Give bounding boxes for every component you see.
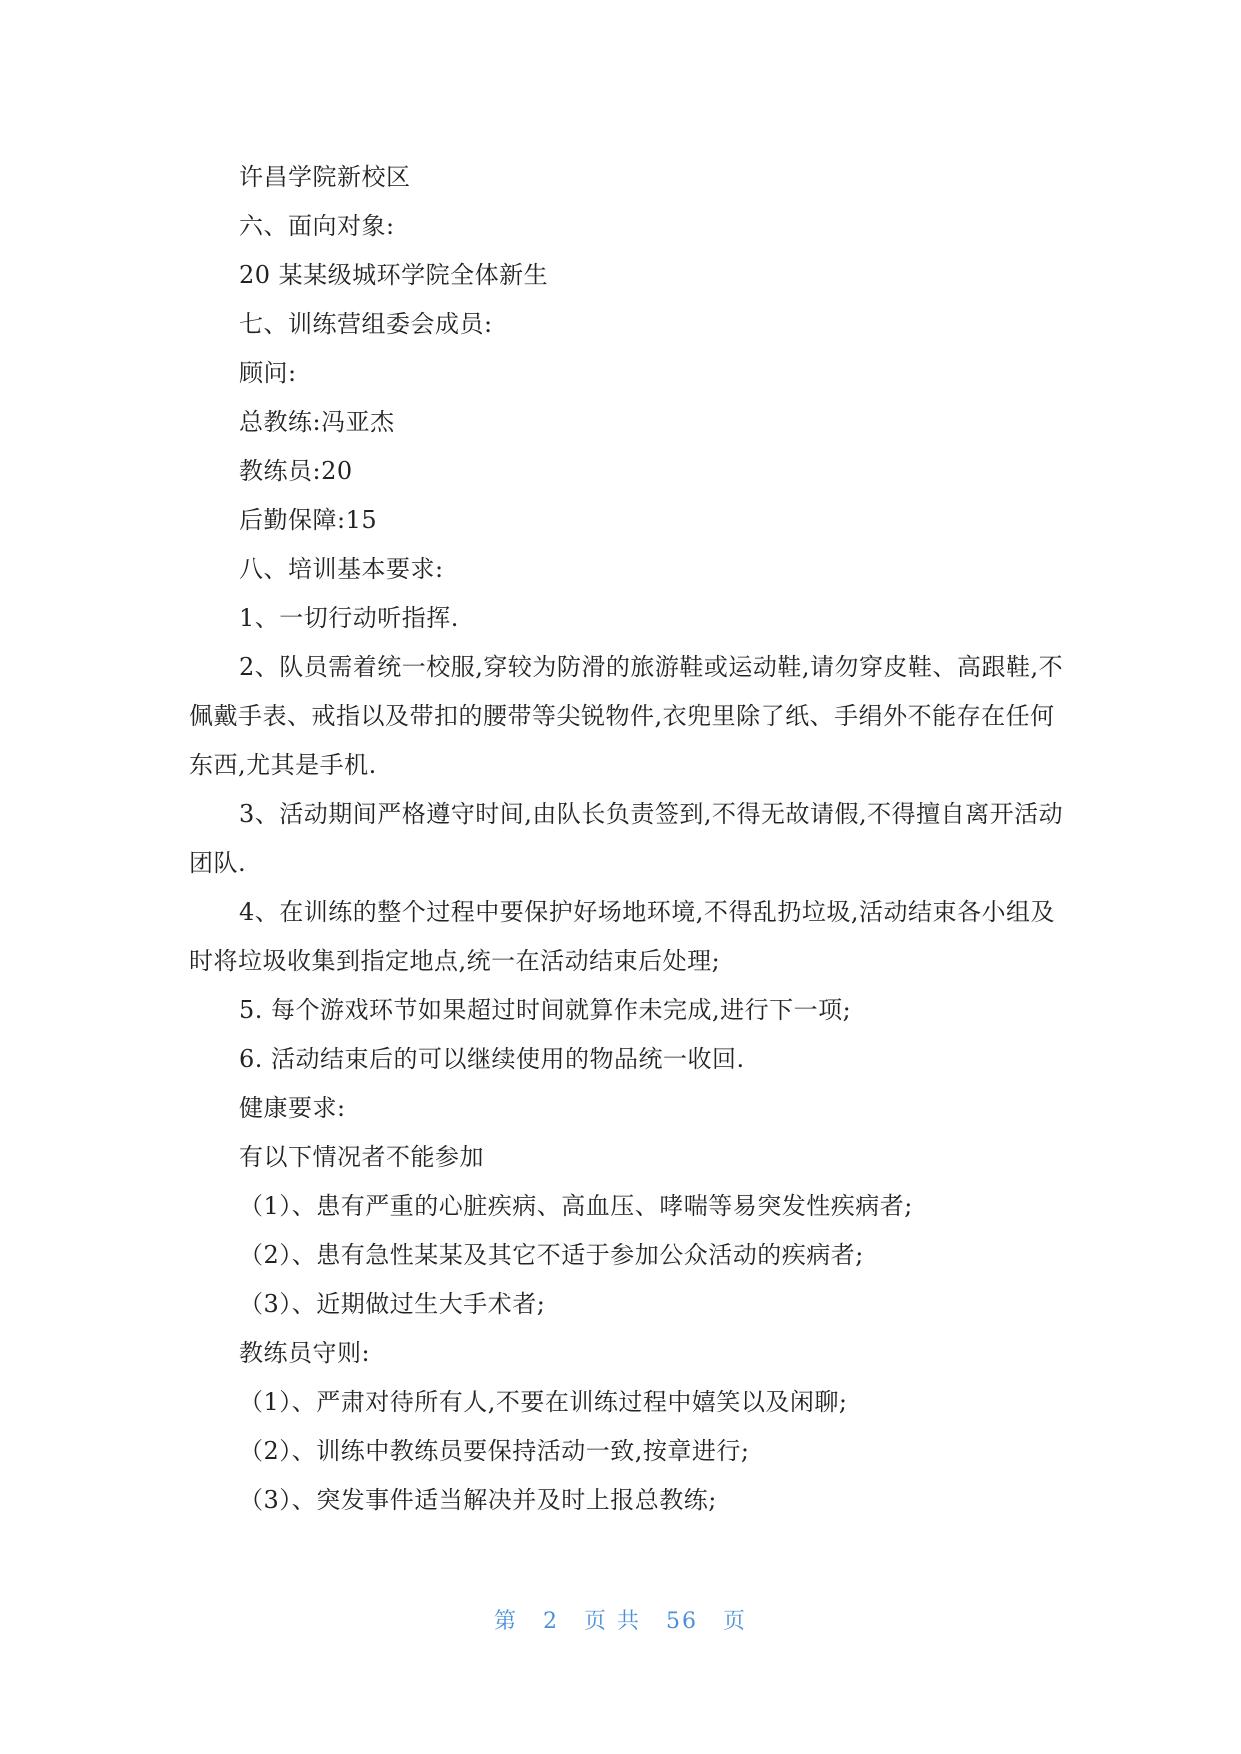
requirement-1: 1、一切行动听指挥.	[239, 604, 459, 632]
footer-suffix: 页	[723, 1609, 748, 1634]
document-body	[189, 153, 1069, 1525]
line-head-coach: 总教练:冯亚杰	[239, 408, 395, 436]
coach-rule-2: （2）、训练中教练员要保持活动一致,按章进行;	[239, 1437, 750, 1465]
requirement-4: 4、在训练的整个过程中要保护好场地环境,不得乱扔垃圾,活动结束各小组及时将垃圾收集到指定地点,统一在活动结束后处理;	[189, 898, 1056, 975]
coach-rule-1: （1）、严肃对待所有人,不要在训练过程中嬉笑以及闲聊;	[239, 1388, 848, 1416]
requirement-3: 3、活动期间严格遵守时间,由队长负责签到,不得无故请假,不得擅自离开活动团队.	[189, 800, 1064, 877]
requirement-6: 6. 活动结束后的可以继续使用的物品统一收回.	[239, 1045, 745, 1073]
health-item-3: （3）、近期做过生大手术者;	[239, 1290, 546, 1318]
heading-target-audience: 六、面向对象:	[239, 212, 395, 240]
line-audience: 20 某某级城环学院全体新生	[239, 261, 549, 289]
requirement-5: 5. 每个游戏环节如果超过时间就算作未完成,进行下一项;	[239, 996, 852, 1024]
heading-training-requirements: 八、培训基本要求:	[239, 555, 444, 583]
health-item-1: （1）、患有严重的心脏疾病、高血压、哮喘等易突发性疾病者;	[239, 1192, 913, 1220]
footer-middle: 页 共	[584, 1609, 641, 1634]
heading-coach-rules: 教练员守则:	[239, 1339, 371, 1367]
heading-committee: 七、训练营组委会成员:	[239, 310, 493, 338]
requirement-2: 2、队员需着统一校服,穿较为防滑的旅游鞋或运动鞋,请勿穿皮鞋、高跟鞋,不佩戴手表、戒指以及带扣的腰带等尖锐物件,衣兜里除了纸、手绢外不能存在任何东西,尤其是手机.	[189, 653, 1064, 779]
line-advisor: 顾问:	[239, 359, 297, 387]
line-exclusion-intro: 有以下情况者不能参加	[239, 1143, 484, 1171]
footer-current-page: 2	[543, 1609, 559, 1634]
footer-prefix: 第	[493, 1609, 518, 1634]
heading-health-requirements: 健康要求:	[239, 1094, 346, 1122]
line-logistics: 后勤保障:15	[239, 506, 378, 534]
line-location: 许昌学院新校区	[239, 163, 411, 191]
coach-rule-3: （3）、突发事件适当解决并及时上报总教练;	[239, 1486, 717, 1514]
line-coaches: 教练员:20	[239, 457, 353, 485]
page-footer	[0, 1604, 1241, 1635]
footer-total-pages: 56	[666, 1609, 698, 1634]
health-item-2: （2）、患有急性某某及其它不适于参加公众活动的疾病者;	[239, 1241, 864, 1269]
